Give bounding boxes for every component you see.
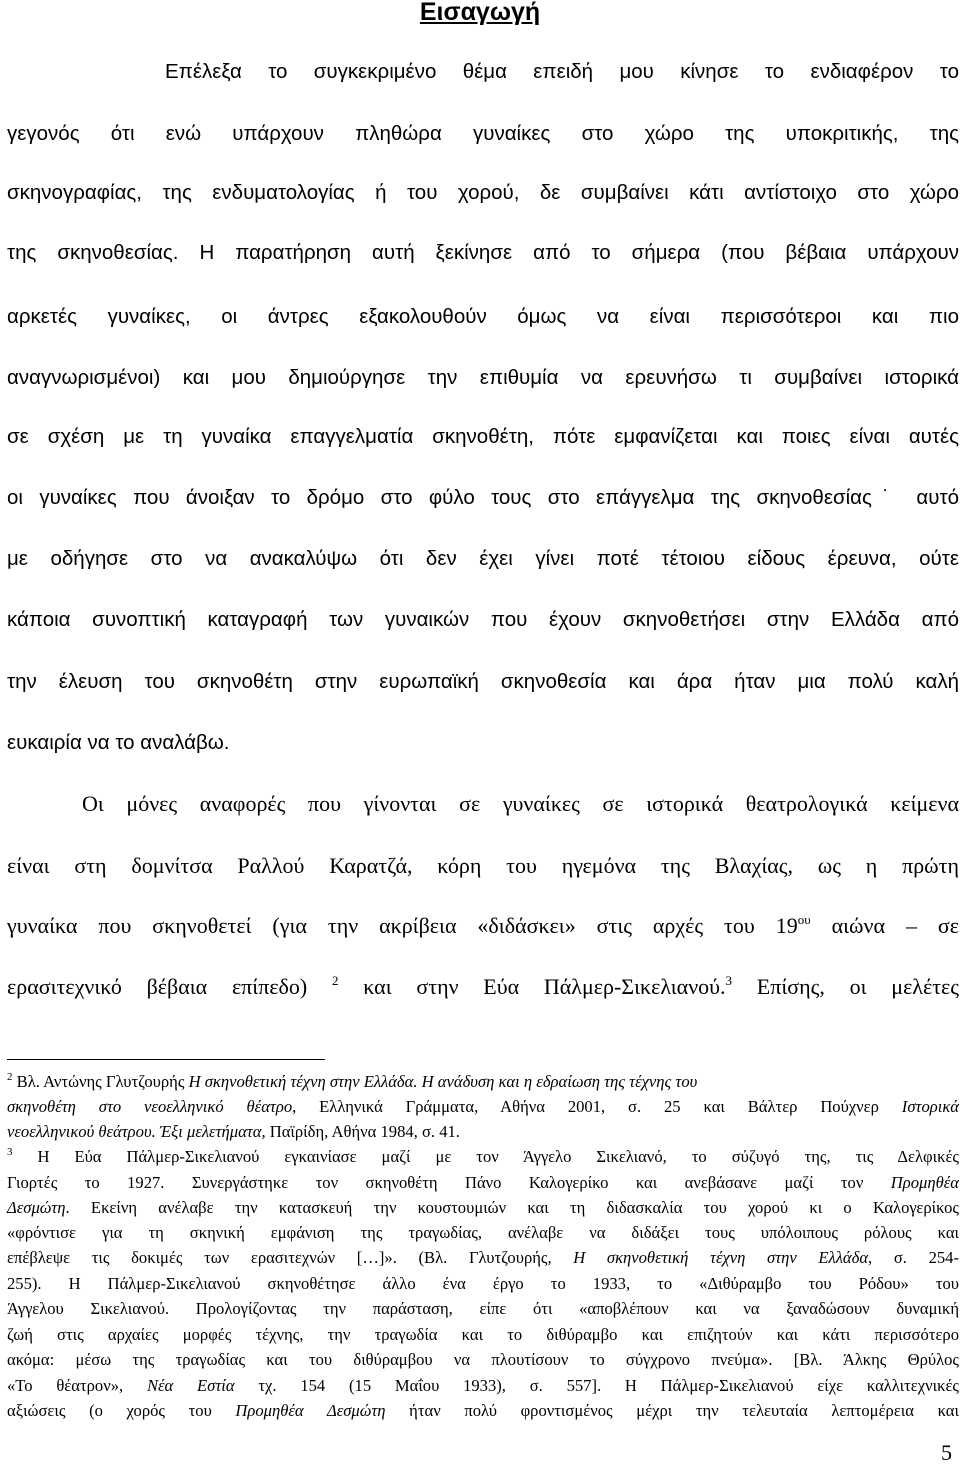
- paragraph-line: ευκαιρία να το αναλάβω.: [7, 731, 230, 754]
- paragraph-line: την έλευση του σκηνοθέτη στην ευρωπαϊκή σκηνοθεσία και άρα ήταν μια πολύ καλή: [7, 670, 959, 693]
- paragraph-line: σε σχέση με τη γυναίκα επαγγελματία σκηνοθέτη, πότε εμφανίζεται και ποιες είναι αυτές: [7, 425, 959, 448]
- paragraph-line: σκηνογραφίας, της ενδυματολογίας ή του χορού, δε συμβαίνει κάτι αντίστοιχο στο χώρο: [7, 181, 959, 204]
- paragraph-line: Επέλεξα το συγκεκριμένο θέμα επειδή μου κίνησε το ενδιαφέρον το: [165, 60, 959, 83]
- page-title: Εισαγωγή: [419, 0, 541, 26]
- paragraph-line: γυναίκα που σκηνοθετεί (για την ακρίβεια «διδάσκει» στις αρχές του $19^{o\upsilon}$ αιώνα – σε: [7, 912, 959, 938]
- footnote-line: επέβλεψε τις δοκιμές των ερασιτεχνών […]». (Βλ. Γλυτζουρής, Η σκηνοθετική τέχνη στην Ελλάδα, σ. 254-: [7, 1248, 959, 1267]
- footnote-separator: [7, 1059, 325, 1060]
- footnote-line: Άγγελου Σικελιανού. Προλογίζοντας την παράσταση, είπε ότι «αποβλέπουν και να ξαναδώσουν δυναμική: [7, 1299, 959, 1318]
- footnote-line: 255). Η Πάλμερ-Σικελιανού σκηνοθέτησε άλλο ένα έργο το 1933, το «Διθύραμβο του Ρόδου» του: [7, 1274, 959, 1293]
- footnote-line: Δεσμώτη. Εκείνη ανέλαβε την κατασκευή την κουστουμιών και τη διδασκαλία του χορού κι ο Καλογερίκος: [7, 1198, 959, 1217]
- paragraph-line: Οι μόνες αναφορές που γίνονται σε γυναίκες σε ιστορικά θεατρολογικά κείμενα: [82, 791, 959, 816]
- footnote-ref-3[interactable]: 3: [725, 973, 733, 988]
- paragraph-line: κάποια συνοπτική καταγραφή των γυναικών που έχουν σκηνοθετήσει στην Ελλάδα από: [7, 608, 959, 631]
- footnote-number: 2: [7, 1071, 13, 1083]
- paragraph-line: της σκηνοθεσίας. Η παρατήρηση αυτή ξεκίνησε από το σήμερα (που βέβαια υπάρχουν: [7, 241, 959, 264]
- paragraph-line: ερασιτεχνικό βέβαια επίπεδο) $^2$ και στην Εύα Πάλμερ-Σικελιανού.$^3$ Επίσης, οι μελέτες: [7, 973, 960, 999]
- footnote-line: αξιώσεις (ο χορός του Προμηθέα Δεσμώτη ήταν πολύ φροντισμένος μέχρι την τελευταία λεπτομέρεια και: [7, 1401, 959, 1420]
- superscript: ου: [797, 912, 811, 927]
- paragraph-line: οι γυναίκες που άνοιξαν το δρόμο στο φύλο τους στο επάγγελμα της σκηνοθεσίας˙ αυτό: [7, 486, 959, 509]
- footnote-line: ζωή στις αρχαίες μορφές τέχνης, την τραγωδία και το διθύραμβο και επιζητούν και κάτι περισσότερο: [7, 1325, 959, 1344]
- footnote-number: 3: [7, 1146, 13, 1158]
- footnote-line: Γιορτές το 1927. Συνεργάστηκε τον σκηνοθέτη Πάνο Καλογερίκο και ανεβάσανε μαζί τον Προμηθέα: [7, 1173, 959, 1192]
- paragraph-line: γεγονός ότι ενώ υπάρχουν πληθώρα γυναίκες στο χώρο της υποκριτικής, της: [7, 122, 959, 145]
- paragraph-line: είναι στη δομνίτσα Ραλλού Καρατζά, κόρη του ηγεμόνα της Βλαχίας, ως η πρώτη: [7, 853, 959, 878]
- page-number: 5: [941, 1440, 952, 1465]
- footnote-line: $^3$ Η Εύα Πάλμερ-Σικελιανού εγκαινίασε μαζί με τον Άγγελο Σικελιανό, το σύζυγό της, τις Δελφικές: [7, 1146, 959, 1166]
- paragraph-line: αναγνωρισμένοι) και μου δημιούργησε την επιθυμία να ερευνήσω τι συμβαίνει ιστορικά: [7, 366, 959, 389]
- footnote-line: «Το θέατρον», Νέα Εστία τχ. 154 (15 Μαΐου 1933), σ. 557]. Η Πάλμερ-Σικελιανού είχε καλλιτεχνικές: [7, 1376, 959, 1395]
- footnote-line: $^2$ Βλ. Αντώνης Γλυτζουρής Η σκηνοθετική τέχνη στην Ελλάδα. Η ανάδυση και η εδραίωση της τέχνης του: [7, 1071, 698, 1091]
- footnote-line: «φρόντισε για τη σκηνική εμφάνιση της τραγωδίας, ανέλαβε να διδάξει τους υπόλοιπους ρόλους και: [7, 1223, 959, 1242]
- footnote-line: νεοελληνικού θεάτρου. Έξι μελετήματα, Παϊρίδη, Αθήνα 1984, σ. 41.: [7, 1122, 460, 1141]
- footnote-ref-2[interactable]: 2: [332, 973, 339, 988]
- paragraph-line: με οδήγησε στο να ανακαλύψω ότι δεν έχει γίνει ποτέ τέτοιου είδους έρευνα, ούτε: [7, 547, 959, 570]
- footnote-line: σκηνοθέτη στο νεοελληνικό θέατρο, Ελληνικά Γράμματα, Αθήνα 2001, σ. 25 και Βάλτερ Πούχνερ Ιστορικά: [7, 1097, 959, 1116]
- paragraph-line: αρκετές γυναίκες, οι άντρες εξακολουθούν όμως να είναι περισσότεροι και πιο: [7, 305, 959, 328]
- footnote-line: ακόμα: μέσω της τραγωδίας και του διθύραμβου να πλουτίσουν το σύγχρονο πνεύμα». [Βλ. Άλκης Θρύλος: [7, 1350, 959, 1369]
